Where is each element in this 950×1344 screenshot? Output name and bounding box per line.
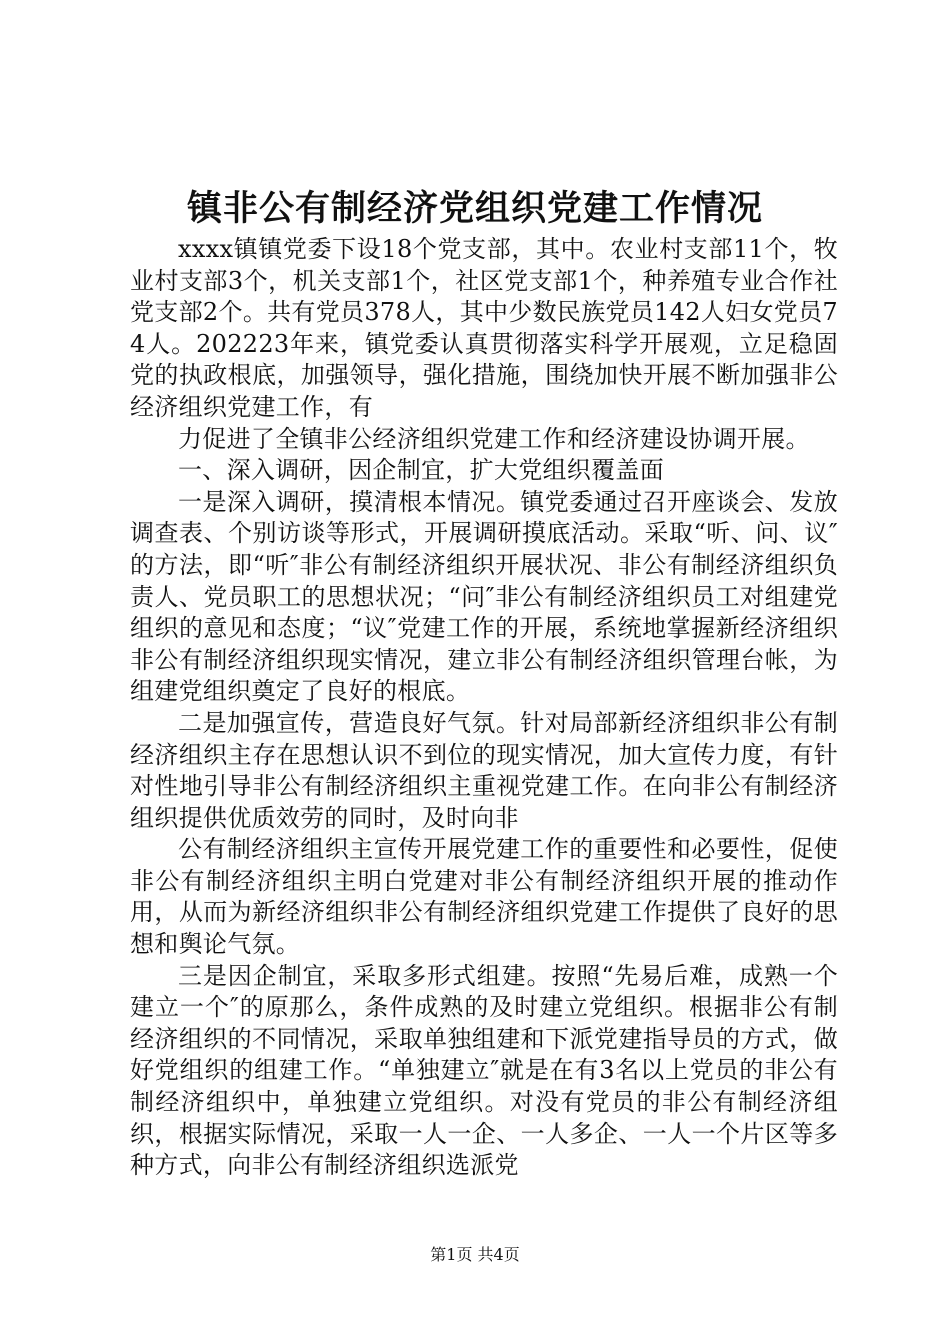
paragraph-intro: xxxx镇镇党委下设18个党支部，其中。农业村支部11个，牧业村支部3个，机关支部1个，社区党支部1个，种养殖专业合作社党支部2个。共有党员378人，其中少数民族党员142人妇女党员74人。202223年来，镇党委认真贯彻落实科学开展观，立足稳固党的执政根底，加强领导，强化措施，围绕加快开展不断加强非公经济组织党建工作，有 xyxy=(130,235,838,421)
paragraph-intro-continued: 力促进了全镇非公经济组织党建工作和经济建设协调开展。 xyxy=(178,424,810,453)
paragraph-point-2-continued: 公有制经济组织主宣传开展党建工作的重要性和必要性，促使非公有制经济组织主明白党建对非公有制经济组织开展的推动作用，从而为新经济组织非公有制经济组织党建工作提供了良好的思想和舆论气氛。 xyxy=(130,835,838,959)
section-heading-1: 一、深入调研，因企制宜，扩大党组织覆盖面 xyxy=(178,456,664,485)
page-footer: 第1页 共4页 xyxy=(430,1245,520,1264)
document-title: 镇非公有制经济党组织党建工作情况 xyxy=(186,188,763,229)
paragraph-point-2: 二是加强宣传，营造良好气氛。针对局部新经济组织非公有制经济组织主存在思想认识不到位的现实情况，加大宣传力度，有针对性地引导非公有制经济组织主重视党建工作。在向非公有制经济组织提供优质效劳的同时，及时向非 xyxy=(130,708,838,832)
paragraph-point-3: 三是因企制宜，采取多形式组建。按照“先易后难，成熟一个建立一个″的原那么，条件成熟的及时建立党组织。根据非公有制经济组织的不同情况，采取单独组建和下派党建指导员的方式，做好党组织的组建工作。“单独建立″就是在有3名以上党员的非公有制经济组织中，单独建立党组织。对没有党员的非公有制经济组织，根据实际情况，采取一人一企、一人多企、一人一个片区等多种方式，向非公有制经济组织选派党 xyxy=(130,961,838,1180)
document-body xyxy=(130,234,838,1182)
paragraph-point-1: 一是深入调研，摸清根本情况。镇党委通过召开座谈会、发放调查表、个别访谈等形式，开展调研摸底活动。采取“听、问、议″的方法，即“听″非公有制经济组织开展状况、非公有制经济组织负责人、党员职工的思想状况；“问″非公有制经济组织员工对组建党组织的意见和态度；“议″党建工作的开展，系统地掌握新经济组织非公有制经济组织现实情况，建立非公有制经济组织管理台帐，为组建党组织奠定了良好的根底。 xyxy=(130,487,838,706)
